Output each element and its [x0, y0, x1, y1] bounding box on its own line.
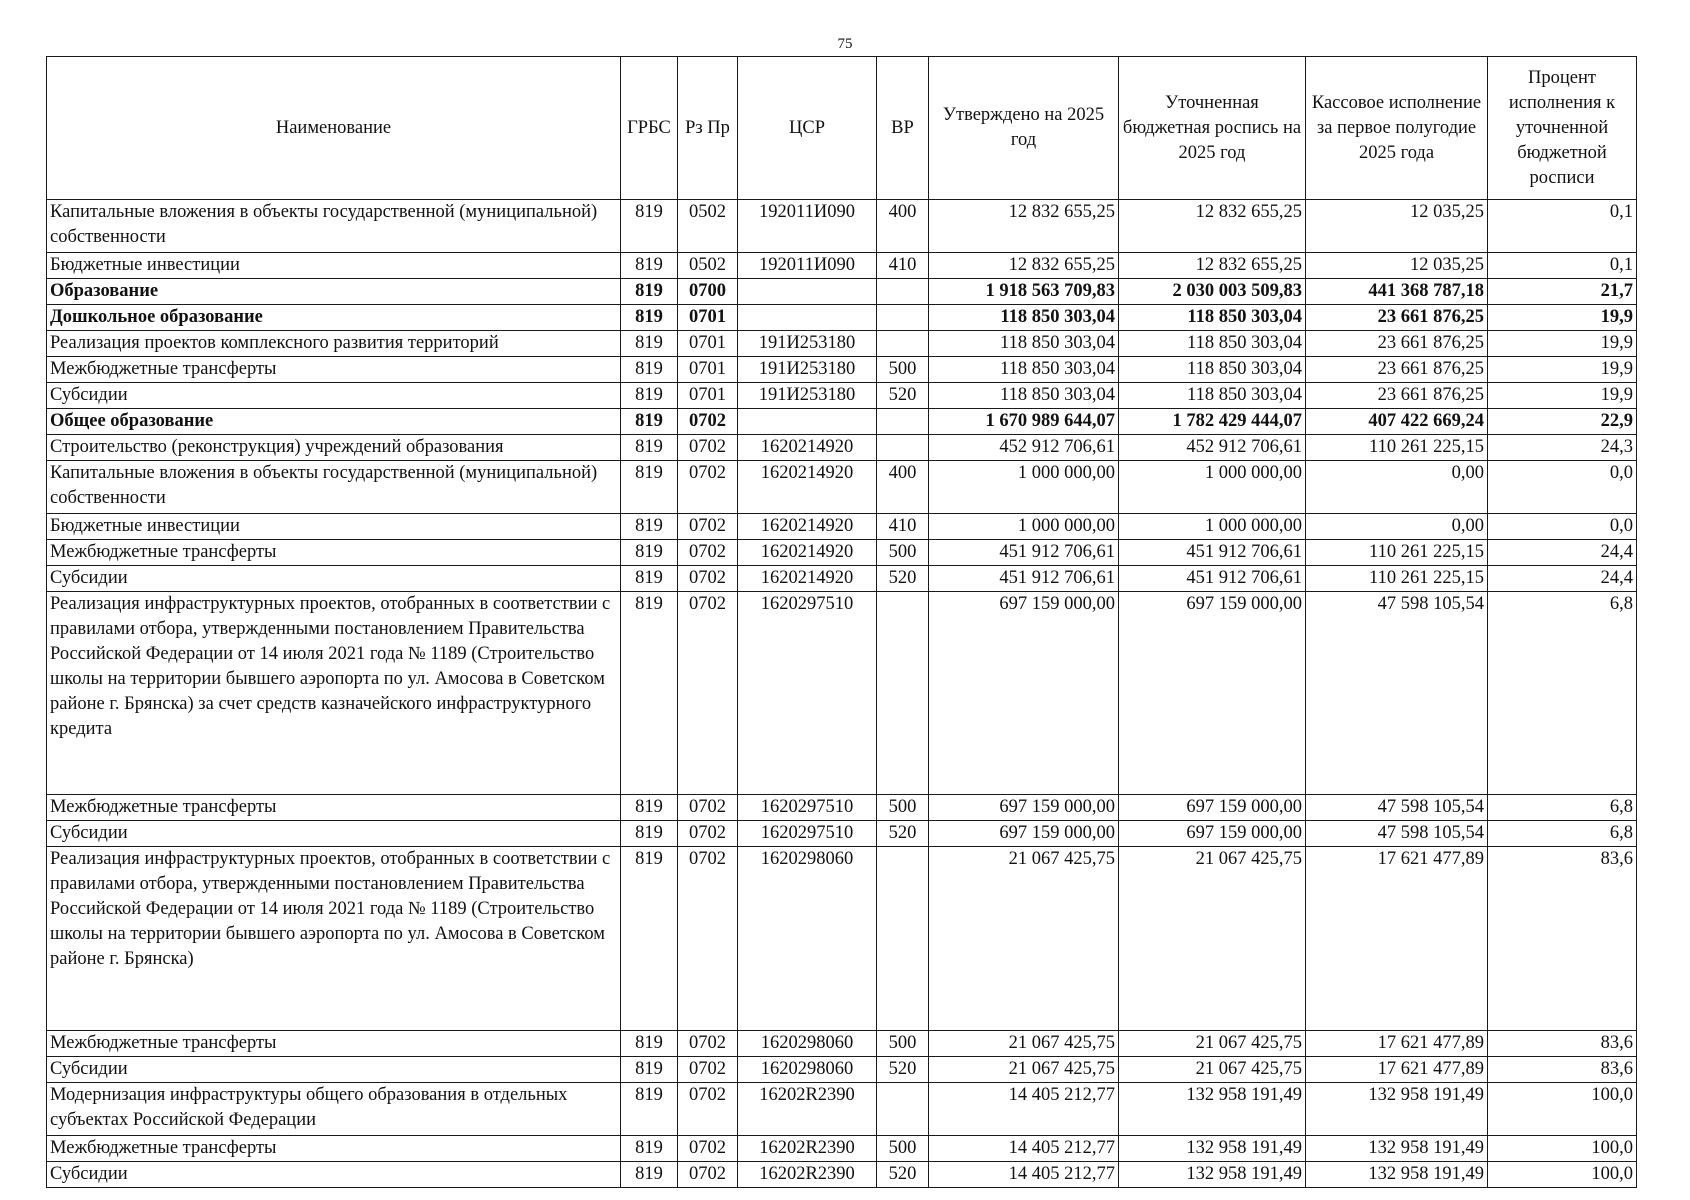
table-row: [47, 357, 1637, 383]
budget-execution-table: [46, 56, 1637, 1188]
cell-percent: 24,4: [1488, 540, 1637, 566]
cell-name: Субсидии: [47, 1057, 621, 1083]
cell-rzpr: 0702: [678, 461, 738, 514]
cell-executed: 23 661 876,25: [1306, 383, 1488, 409]
cell-csr: 1620297510: [738, 795, 877, 821]
cell-rzpr: 0701: [678, 331, 738, 357]
cell-percent: 19,9: [1488, 305, 1637, 331]
cell-rzpr: 0702: [678, 409, 738, 435]
cell-grbs: 819: [621, 409, 678, 435]
cell-percent: 6,8: [1488, 592, 1637, 795]
cell-vr: 520: [877, 566, 929, 592]
cell-percent: 0,1: [1488, 200, 1637, 253]
cell-percent: 83,6: [1488, 1057, 1637, 1083]
cell-approved: 21 067 425,75: [929, 1057, 1119, 1083]
cell-name: Общее образование: [47, 409, 621, 435]
cell-grbs: 819: [621, 847, 678, 1031]
cell-rzpr: 0702: [678, 1031, 738, 1057]
cell-csr: 192011И090: [738, 253, 877, 279]
cell-name: Субсидии: [47, 1162, 621, 1188]
header-grbs: ГРБС: [621, 57, 678, 200]
cell-rzpr: 0502: [678, 200, 738, 253]
header-percent: Процент исполнения к уточненной бюджетной росписи: [1488, 57, 1637, 200]
cell-refined: 21 067 425,75: [1119, 1031, 1306, 1057]
cell-name: Реализация проектов комплексного развития территорий: [47, 331, 621, 357]
cell-vr: 500: [877, 540, 929, 566]
table-header-row: [47, 57, 1637, 200]
cell-rzpr: 0702: [678, 1162, 738, 1188]
cell-grbs: 819: [621, 253, 678, 279]
cell-refined: 21 067 425,75: [1119, 1057, 1306, 1083]
cell-vr: 410: [877, 514, 929, 540]
table-row: [47, 514, 1637, 540]
cell-vr: [877, 435, 929, 461]
cell-refined: 12 832 655,25: [1119, 200, 1306, 253]
cell-executed: 132 958 191,49: [1306, 1162, 1488, 1188]
cell-executed: 12 035,25: [1306, 200, 1488, 253]
cell-refined: 697 159 000,00: [1119, 795, 1306, 821]
cell-refined: 451 912 706,61: [1119, 540, 1306, 566]
cell-name: Субсидии: [47, 383, 621, 409]
cell-approved: 451 912 706,61: [929, 566, 1119, 592]
cell-executed: 110 261 225,15: [1306, 540, 1488, 566]
table-row: [47, 409, 1637, 435]
cell-grbs: 819: [621, 795, 678, 821]
cell-vr: [877, 305, 929, 331]
table-row: [47, 253, 1637, 279]
cell-approved: 21 067 425,75: [929, 847, 1119, 1031]
cell-grbs: 819: [621, 1031, 678, 1057]
table-row: [47, 1162, 1637, 1188]
table-row: [47, 1031, 1637, 1057]
table-row: [47, 1083, 1637, 1136]
cell-percent: 6,8: [1488, 821, 1637, 847]
cell-percent: 100,0: [1488, 1083, 1637, 1136]
cell-csr: [738, 409, 877, 435]
cell-vr: [877, 1083, 929, 1136]
cell-executed: 47 598 105,54: [1306, 821, 1488, 847]
cell-vr: 520: [877, 1162, 929, 1188]
cell-vr: [877, 847, 929, 1031]
cell-refined: 118 850 303,04: [1119, 383, 1306, 409]
cell-rzpr: 0701: [678, 305, 738, 331]
cell-percent: 0,0: [1488, 461, 1637, 514]
header-executed: Кассовое исполнение за первое полугодие 2025 года: [1306, 57, 1488, 200]
cell-vr: 400: [877, 200, 929, 253]
cell-approved: 21 067 425,75: [929, 1031, 1119, 1057]
cell-grbs: 819: [621, 461, 678, 514]
cell-csr: 16202R2390: [738, 1083, 877, 1136]
cell-approved: 697 159 000,00: [929, 592, 1119, 795]
cell-executed: 0,00: [1306, 514, 1488, 540]
page-number: 75: [837, 36, 853, 52]
cell-percent: 24,3: [1488, 435, 1637, 461]
cell-executed: 17 621 477,89: [1306, 847, 1488, 1031]
cell-vr: 520: [877, 383, 929, 409]
cell-name: Модернизация инфраструктуры общего образования в отдельных субъектах Российской Федерации: [47, 1083, 621, 1136]
cell-rzpr: 0702: [678, 847, 738, 1031]
cell-name: Реализация инфраструктурных проектов, отобранных в соответствии с правилами отбора, утвержденными постановлением Правительства Российской Федерации от 14 июля 2021 года № 1189 (Строительство школы на территории бывшего аэропорта по ул. Амосова в Советском районе г. Брянска) за счет средств казначейского инфраструктурного кредита: [47, 592, 621, 795]
cell-grbs: 819: [621, 435, 678, 461]
header-csr: ЦСР: [738, 57, 877, 200]
cell-name: Дошкольное образование: [47, 305, 621, 331]
cell-approved: 1 000 000,00: [929, 514, 1119, 540]
cell-refined: 132 958 191,49: [1119, 1083, 1306, 1136]
table-row: [47, 1057, 1637, 1083]
table-row: [47, 200, 1637, 253]
header-rzpr: Рз Пр: [678, 57, 738, 200]
cell-vr: 410: [877, 253, 929, 279]
cell-rzpr: 0701: [678, 383, 738, 409]
cell-executed: 407 422 669,24: [1306, 409, 1488, 435]
cell-grbs: 819: [621, 540, 678, 566]
header-refined: Уточненная бюджетная роспись на 2025 год: [1119, 57, 1306, 200]
cell-executed: 17 621 477,89: [1306, 1057, 1488, 1083]
cell-name: Реализация инфраструктурных проектов, отобранных в соответствии с правилами отбора, утвержденными постановлением Правительства Российской Федерации от 14 июля 2021 года № 1189 (Строительство школы на территории бывшего аэропорта по ул. Амосова в Советском районе г. Брянска): [47, 847, 621, 1031]
cell-vr: 500: [877, 1031, 929, 1057]
table-row: [47, 383, 1637, 409]
cell-refined: 1 782 429 444,07: [1119, 409, 1306, 435]
cell-csr: 16202R2390: [738, 1162, 877, 1188]
cell-approved: 697 159 000,00: [929, 795, 1119, 821]
cell-refined: 1 000 000,00: [1119, 514, 1306, 540]
cell-name: Образование: [47, 279, 621, 305]
cell-refined: 697 159 000,00: [1119, 592, 1306, 795]
cell-rzpr: 0702: [678, 1057, 738, 1083]
cell-approved: 12 832 655,25: [929, 200, 1119, 253]
cell-csr: 16202R2390: [738, 1136, 877, 1162]
cell-percent: 19,9: [1488, 357, 1637, 383]
cell-executed: 132 958 191,49: [1306, 1136, 1488, 1162]
cell-csr: 1620214920: [738, 566, 877, 592]
cell-executed: 132 958 191,49: [1306, 1083, 1488, 1136]
cell-percent: 83,6: [1488, 847, 1637, 1031]
cell-executed: 47 598 105,54: [1306, 795, 1488, 821]
cell-csr: 1620214920: [738, 435, 877, 461]
cell-csr: [738, 305, 877, 331]
cell-grbs: 819: [621, 821, 678, 847]
table-row: [47, 331, 1637, 357]
cell-vr: 520: [877, 1057, 929, 1083]
cell-percent: 22,9: [1488, 409, 1637, 435]
cell-refined: 21 067 425,75: [1119, 847, 1306, 1031]
cell-rzpr: 0702: [678, 795, 738, 821]
cell-vr: [877, 331, 929, 357]
cell-refined: 132 958 191,49: [1119, 1136, 1306, 1162]
cell-vr: 500: [877, 357, 929, 383]
cell-grbs: 819: [621, 566, 678, 592]
cell-csr: [738, 279, 877, 305]
cell-csr: 1620297510: [738, 821, 877, 847]
cell-rzpr: 0702: [678, 514, 738, 540]
cell-refined: 118 850 303,04: [1119, 357, 1306, 383]
cell-name: Субсидии: [47, 566, 621, 592]
cell-executed: 23 661 876,25: [1306, 357, 1488, 383]
cell-name: Капитальные вложения в объекты государственной (муниципальной) собственности: [47, 461, 621, 514]
table-row: [47, 435, 1637, 461]
cell-refined: 697 159 000,00: [1119, 821, 1306, 847]
cell-vr: 500: [877, 1136, 929, 1162]
cell-approved: 118 850 303,04: [929, 305, 1119, 331]
cell-approved: 1 670 989 644,07: [929, 409, 1119, 435]
cell-csr: 1620298060: [738, 847, 877, 1031]
cell-approved: 14 405 212,77: [929, 1083, 1119, 1136]
cell-percent: 19,9: [1488, 383, 1637, 409]
cell-refined: 118 850 303,04: [1119, 305, 1306, 331]
cell-name: Капитальные вложения в объекты государственной (муниципальной) собственности: [47, 200, 621, 253]
cell-name: Межбюджетные трансферты: [47, 540, 621, 566]
cell-csr: 191И253180: [738, 357, 877, 383]
cell-grbs: 819: [621, 331, 678, 357]
cell-executed: 23 661 876,25: [1306, 331, 1488, 357]
cell-approved: 697 159 000,00: [929, 821, 1119, 847]
header-approved: Утверждено на 2025 год: [929, 57, 1119, 200]
cell-executed: 0,00: [1306, 461, 1488, 514]
cell-vr: [877, 592, 929, 795]
cell-percent: 100,0: [1488, 1136, 1637, 1162]
cell-name: Строительство (реконструкция) учреждений образования: [47, 435, 621, 461]
cell-name: Межбюджетные трансферты: [47, 795, 621, 821]
cell-vr: 400: [877, 461, 929, 514]
table-row: [47, 821, 1637, 847]
cell-executed: 17 621 477,89: [1306, 1031, 1488, 1057]
cell-vr: 500: [877, 795, 929, 821]
cell-grbs: 819: [621, 200, 678, 253]
cell-approved: 118 850 303,04: [929, 383, 1119, 409]
cell-name: Бюджетные инвестиции: [47, 253, 621, 279]
cell-refined: 12 832 655,25: [1119, 253, 1306, 279]
cell-grbs: 819: [621, 357, 678, 383]
cell-executed: 12 035,25: [1306, 253, 1488, 279]
cell-refined: 118 850 303,04: [1119, 331, 1306, 357]
cell-approved: 1 918 563 709,83: [929, 279, 1119, 305]
cell-vr: [877, 409, 929, 435]
cell-percent: 24,4: [1488, 566, 1637, 592]
cell-csr: 1620298060: [738, 1031, 877, 1057]
cell-csr: 1620298060: [738, 1057, 877, 1083]
cell-grbs: 819: [621, 305, 678, 331]
cell-rzpr: 0702: [678, 592, 738, 795]
cell-approved: 451 912 706,61: [929, 540, 1119, 566]
cell-rzpr: 0701: [678, 357, 738, 383]
cell-refined: 1 000 000,00: [1119, 461, 1306, 514]
cell-csr: 192011И090: [738, 200, 877, 253]
cell-grbs: 819: [621, 592, 678, 795]
header-vr: ВР: [877, 57, 929, 200]
cell-rzpr: 0702: [678, 821, 738, 847]
cell-grbs: 819: [621, 383, 678, 409]
cell-rzpr: 0700: [678, 279, 738, 305]
cell-csr: 1620214920: [738, 461, 877, 514]
cell-percent: 6,8: [1488, 795, 1637, 821]
cell-executed: 23 661 876,25: [1306, 305, 1488, 331]
cell-csr: 1620297510: [738, 592, 877, 795]
cell-approved: 1 000 000,00: [929, 461, 1119, 514]
cell-name: Межбюджетные трансферты: [47, 1031, 621, 1057]
cell-percent: 83,6: [1488, 1031, 1637, 1057]
cell-approved: 452 912 706,61: [929, 435, 1119, 461]
cell-vr: 520: [877, 821, 929, 847]
cell-percent: 19,9: [1488, 331, 1637, 357]
header-name: Наименование: [47, 57, 621, 200]
cell-vr: [877, 279, 929, 305]
cell-approved: 118 850 303,04: [929, 357, 1119, 383]
cell-approved: 14 405 212,77: [929, 1136, 1119, 1162]
table-row: [47, 279, 1637, 305]
table-row: [47, 305, 1637, 331]
table-row: [47, 1136, 1637, 1162]
cell-rzpr: 0702: [678, 1083, 738, 1136]
cell-grbs: 819: [621, 1162, 678, 1188]
cell-approved: 14 405 212,77: [929, 1162, 1119, 1188]
cell-grbs: 819: [621, 1083, 678, 1136]
cell-name: Межбюджетные трансферты: [47, 357, 621, 383]
table-row: [47, 592, 1637, 795]
table-row: [47, 461, 1637, 514]
cell-refined: 2 030 003 509,83: [1119, 279, 1306, 305]
cell-executed: 110 261 225,15: [1306, 435, 1488, 461]
table-row: [47, 847, 1637, 1031]
cell-percent: 0,0: [1488, 514, 1637, 540]
cell-grbs: 819: [621, 1057, 678, 1083]
cell-rzpr: 0702: [678, 435, 738, 461]
cell-rzpr: 0502: [678, 253, 738, 279]
table-row: [47, 566, 1637, 592]
cell-grbs: 819: [621, 1136, 678, 1162]
cell-refined: 452 912 706,61: [1119, 435, 1306, 461]
cell-percent: 21,7: [1488, 279, 1637, 305]
cell-approved: 12 832 655,25: [929, 253, 1119, 279]
cell-name: Субсидии: [47, 821, 621, 847]
cell-rzpr: 0702: [678, 566, 738, 592]
table-row: [47, 795, 1637, 821]
cell-csr: 1620214920: [738, 540, 877, 566]
cell-grbs: 819: [621, 279, 678, 305]
cell-executed: 441 368 787,18: [1306, 279, 1488, 305]
cell-name: Межбюджетные трансферты: [47, 1136, 621, 1162]
cell-refined: 132 958 191,49: [1119, 1162, 1306, 1188]
cell-rzpr: 0702: [678, 1136, 738, 1162]
cell-csr: 191И253180: [738, 383, 877, 409]
cell-executed: 110 261 225,15: [1306, 566, 1488, 592]
cell-percent: 100,0: [1488, 1162, 1637, 1188]
cell-csr: 1620214920: [738, 514, 877, 540]
cell-percent: 0,1: [1488, 253, 1637, 279]
cell-name: Бюджетные инвестиции: [47, 514, 621, 540]
cell-rzpr: 0702: [678, 540, 738, 566]
table-row: [47, 540, 1637, 566]
cell-csr: 191И253180: [738, 331, 877, 357]
cell-refined: 451 912 706,61: [1119, 566, 1306, 592]
cell-executed: 47 598 105,54: [1306, 592, 1488, 795]
cell-grbs: 819: [621, 514, 678, 540]
cell-approved: 118 850 303,04: [929, 331, 1119, 357]
